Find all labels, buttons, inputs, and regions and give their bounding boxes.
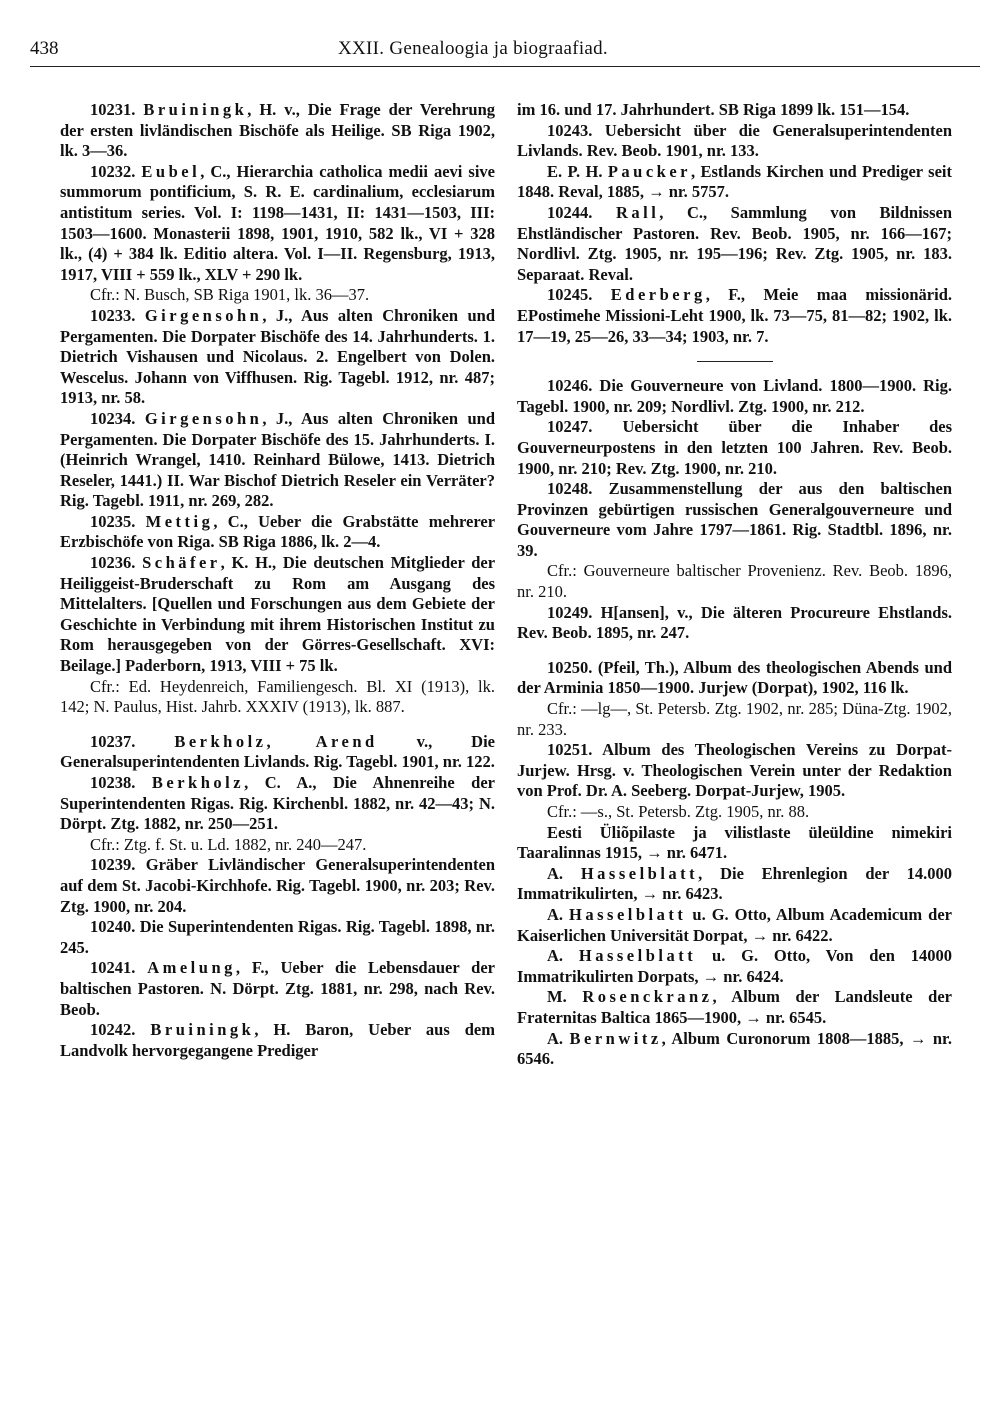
entry-text: H[ansen], v., Die älteren Procureure Ehstlands. Rev. Beob. 1895, nr. 247. (517, 602, 953, 643)
bibliography-entry (60, 732, 495, 773)
bibliography-entry (517, 823, 952, 864)
entry-number: 10242. (90, 1020, 151, 1040)
entry-author: Girgensohn (144, 305, 263, 325)
bibliography-entry (517, 376, 952, 417)
entry-number: 10244. (547, 202, 616, 222)
bibliography-entry (517, 203, 952, 285)
entry-number: 10250. (547, 657, 598, 677)
entry-number: 10235. (90, 511, 146, 531)
bibliography-entry (517, 1029, 952, 1070)
entry-text: , J., Aus alten Chroniken und Pergamenten. Die Dorpater Bischöfe des 15. Jahrhunderts. I. (Heinrich Wrangel, 1410. Reinhard Bülowe, 1413. Dietrich Reseler, 1441.) II. War Bischof Dietrich Reseler ein Verräter? Rig. Tagebl. 1911, nr. 269, 282. (60, 408, 495, 511)
entry-number: E. P. H. (547, 161, 608, 181)
entry-author: Hasselblatt (569, 904, 687, 924)
entry-number: 10234. (90, 408, 145, 428)
entry-author: Hasselblatt (580, 863, 699, 883)
entry-number: A. (547, 946, 579, 966)
entry-text: u. G. Otto, Album Academicum der Kaiserlichen Universität Dorpat, → nr. 6422. (517, 904, 952, 945)
bibliography-entry (517, 740, 952, 802)
bibliography-entry (60, 855, 495, 917)
bibliography-entry (517, 658, 952, 699)
cfr-note: Cfr.: —s., St. Petersb. Ztg. 1905, nr. 88. (547, 802, 810, 821)
entry-number: 10245. (547, 285, 611, 305)
bibliography-entry (517, 946, 952, 987)
entry-author: Mettig (145, 511, 214, 531)
entry-text: v., Die Generalsuperintendenten Livlands. Rig. Tagebl. 1901, nr. 122. (60, 731, 495, 772)
entry-author: Paucker (607, 161, 691, 181)
entry-continuation: im 16. und 17. Jahrhundert. SB Riga 1899 lk. 151—154. (517, 100, 910, 119)
entry-text: , J., Aus alten Chroniken und Pergamenten. Die Dorpater Bischöfe des 14. Jahrhunderts. 1. Dietrich Vishausen und Nicolaus. 2. Engelbert von Dolen. Wescelus. Johann von Viffhusen. Rig. Tagebl. 1912, nr. 487; 1913, nr. 58. (60, 305, 495, 408)
entry-author: Eubel (141, 161, 201, 181)
bibliography-entry (517, 417, 952, 479)
entry-text: , F., Meie maa missionärid. EPostimehe Missioni-Leht 1900, lk. 73—75, 81—82; 1902, lk. 17—19, 25—26, 33—34; 1903, nr. 7. (517, 285, 952, 346)
section-gap (517, 644, 952, 658)
entry-number: 10249. (547, 602, 601, 622)
entry-text: , K. H., Die deutschen Mitglieder der Heiliggeist-Bruderschaft zu Rom am Ausgang des Mittelalters. [Quellen und Forschungen aus dem Gebiete der Geschichte in Verbindung mit ihrem Historischen Institut zu Rom herausgegeben von der Görres-Gesellschaft. XVI: Beilage.] Paderborn, 1913, VIII + 75 lk. (60, 553, 496, 676)
running-header (30, 34, 980, 67)
entry-number: 10236. (90, 553, 143, 573)
entry-text: , H. v., Die Frage der Verehrung der ersten livländischen Bischöfe als Heilige. SB Riga 1902, lk. 3—36. (60, 100, 495, 161)
entry-author: Ederberg (610, 285, 706, 305)
entry-text: , H. Baron, Ueber aus dem Landvolk hervorgegangene Prediger (60, 1020, 495, 1060)
entry-author: Berkholz (151, 773, 245, 792)
bibliography-entry (60, 512, 495, 553)
entry-number: 10241. (90, 958, 148, 978)
entry-number: 10243. (547, 120, 605, 140)
entry-text: , C., Sammlung von Bildnissen Ehstländischer Pastoren. Rev. Beob. 1905, nr. 166—167; Nordlivl. Ztg. 1905, nr. 195—196; Rev. Ztg. 1905, nr. 183. Separaat. Reval. (517, 202, 953, 284)
bibliography-entry (517, 285, 952, 347)
cfr-note: Cfr.: Ztg. f. St. u. Ld. 1882, nr. 240—247. (90, 834, 367, 854)
entry-number: 10246. (547, 376, 600, 396)
entry-number: A. (547, 1028, 570, 1048)
bibliography-entry (60, 1020, 495, 1061)
bibliography-entry (517, 987, 952, 1028)
bibliography-entry (517, 121, 952, 162)
section-divider (697, 361, 773, 362)
chapter-title: XXII. Genealoogia ja biograafiad. (338, 38, 608, 59)
entry-author: Hasselblatt (578, 946, 697, 966)
cfr-note: Cfr.: —lg—, St. Petersb. Ztg. 1902, nr. 285; Düna-Ztg. 1902, nr. 233. (517, 699, 952, 739)
entry-text: u. G. Otto, Von den 14000 Immatrikulirten Dorpats, → nr. 6424. (517, 946, 952, 986)
entry-author: Berkholz, Arend (174, 731, 378, 751)
cfr-note: Cfr.: Ed. Heydenreich, Familiengesch. Bl. XI (1913), lk. 142; N. Paulus, Hist. Jahrb. XXXIV (1913), lk. 887. (60, 676, 495, 717)
entry-number: 10233. (90, 305, 145, 325)
entry-text: Eesti Üliõpilaste ja vilistlaste üleüldine nimekiri Taaralinnas 1915, → nr. 6471. (517, 822, 952, 863)
entry-number: 10238. (90, 773, 152, 792)
bibliography-entry (60, 917, 495, 958)
entry-number: 10237. (90, 731, 175, 751)
bibliography-entry (60, 306, 495, 409)
entry-text: , C. A., Die Ahnenreihe der Superintendenten Rigas. Rig. Kirchenbl. 1882, nr. 42—43; N. Dörpt. Ztg. 1882, nr. 250—251. (60, 773, 495, 834)
left-column (60, 100, 495, 1061)
entry-author: Bruiningk (143, 100, 248, 119)
bibliography-entry (517, 905, 952, 946)
entry-text: , C., Ueber die Grabstätte mehrerer Erzbischöfe von Riga. SB Riga 1886, lk. 2—4. (60, 511, 496, 552)
bibliography-entry (60, 958, 495, 1020)
entry-number: 10240. (90, 917, 140, 937)
entry-number: 10239. (90, 855, 146, 875)
bibliography-entry (60, 162, 495, 286)
entry-author: Rosenckranz (582, 987, 713, 1007)
bibliography-entry (517, 603, 952, 644)
entry-text: , C., Hierarchia catholica medii aevi sive summorum pontificium, S. R. E. cardinalium, ecclesiarum antistitum series. Vol. I: 1198—1431, II: 1431—1503, III: 1503—1600. Monasterii 1898, 1901, 1910, 582 lk., VI + 328 lk., (4) + 384 lk. Editio altera. Vol. I—II. Regensburg, 1913, 1917, VIII + 559 lk., XLV + 290 lk. (60, 161, 496, 284)
cfr-note: Cfr.: Gouverneure baltischer Provenienz. Rev. Beob. 1896, nr. 210. (517, 561, 952, 602)
entry-author: Bruiningk (150, 1020, 255, 1040)
cfr-note: Cfr.: N. Busch, SB Riga 1901, lk. 36—37. (90, 285, 370, 305)
entry-number: 10247. (547, 417, 623, 437)
entry-number: 10248. (547, 479, 609, 499)
bibliography-entry (60, 773, 495, 835)
bibliography-entry (517, 479, 952, 561)
bibliography-entry (60, 409, 495, 512)
entry-author: Amelung (147, 958, 236, 978)
entry-number: 10231. (90, 100, 144, 119)
entry-author: Girgensohn (144, 408, 263, 428)
entry-text: , Die Ehrenlegion der 14.000 Immatrikulirten, → nr. 6423. (517, 863, 952, 904)
entry-number: A. (547, 863, 581, 883)
entry-text: Zusammenstellung der aus den baltischen Provinzen gebürtigen russischen Generalgouverneure und Gouverneure vom Jahre 1797—1861. Rig. Stadtbl. 1896, nr. 39. (517, 479, 953, 560)
entry-text: Gräber Livländischer Generalsuperintendenten auf dem St. Jacobi-Kirchhofe. Rig. Tagebl. 1900, nr. 203; Rev. Ztg. 1900, nr. 204. (60, 855, 496, 916)
entry-text: , Album Curonorum 1808—1885, → nr. 6546. (517, 1028, 952, 1069)
bibliography-entry (60, 100, 495, 162)
bibliography-entry (517, 864, 952, 905)
entry-text: Die Superintendenten Rigas. Rig. Tagebl. 1898, nr. 245. (60, 917, 495, 957)
entry-text: Album des Theologischen Vereins zu Dorpat-Jurjew. Hrsg. v. Theologischen Verein unter der Redaktion von Prof. Dr. A. Seeberg. Dorpat-Jurjew, 1905. (517, 740, 952, 801)
page-number: 438 (30, 38, 59, 59)
entry-text: Die Gouverneure von Livland. 1800—1900. Rig. Tagebl. 1900, nr. 209; Nordlivl. Ztg. 1900, nr. 212. (517, 376, 952, 416)
entry-number: M. (547, 987, 583, 1007)
entry-number: 10251. (547, 740, 603, 760)
entry-author: Rall (615, 202, 660, 222)
entry-author: Schäfer (142, 553, 221, 573)
bibliography-entry (517, 162, 952, 203)
section-gap (60, 718, 495, 732)
bibliography-entry (60, 553, 495, 677)
right-column (517, 100, 952, 1070)
entry-text: , F., Ueber die Lebensdauer der baltischen Pastoren. N. Dörpt. Ztg. 1881, nr. 298, nach Rev. Beob. (60, 958, 495, 1019)
entry-text: , Album der Landsleute der Fraternitas Baltica 1865—1900, → nr. 6545. (517, 987, 953, 1027)
entry-number: 10232. (90, 161, 142, 181)
entry-author: Bernwitz (569, 1028, 662, 1048)
entry-text: , Estlands Kirchen und Prediger seit 1848. Reval, 1885, → nr. 5757. (517, 161, 952, 202)
entry-number: A. (547, 904, 570, 924)
entry-text: Uebersicht über die Inhaber des Gouverneurpostens in den letzten 100 Jahren. Rev. Beob. 1900, nr. 210; Rev. Ztg. 1900, nr. 210. (517, 417, 952, 478)
entry-text: Uebersicht über die Generalsuperintendenten Livlands. Rev. Beob. 1901, nr. 133. (517, 120, 953, 161)
entry-text: (Pfeil, Th.), Album des theologischen Abends und der Arminia 1850—1900. Jurjew (Dorpat), 1902, 116 lk. (517, 657, 952, 698)
